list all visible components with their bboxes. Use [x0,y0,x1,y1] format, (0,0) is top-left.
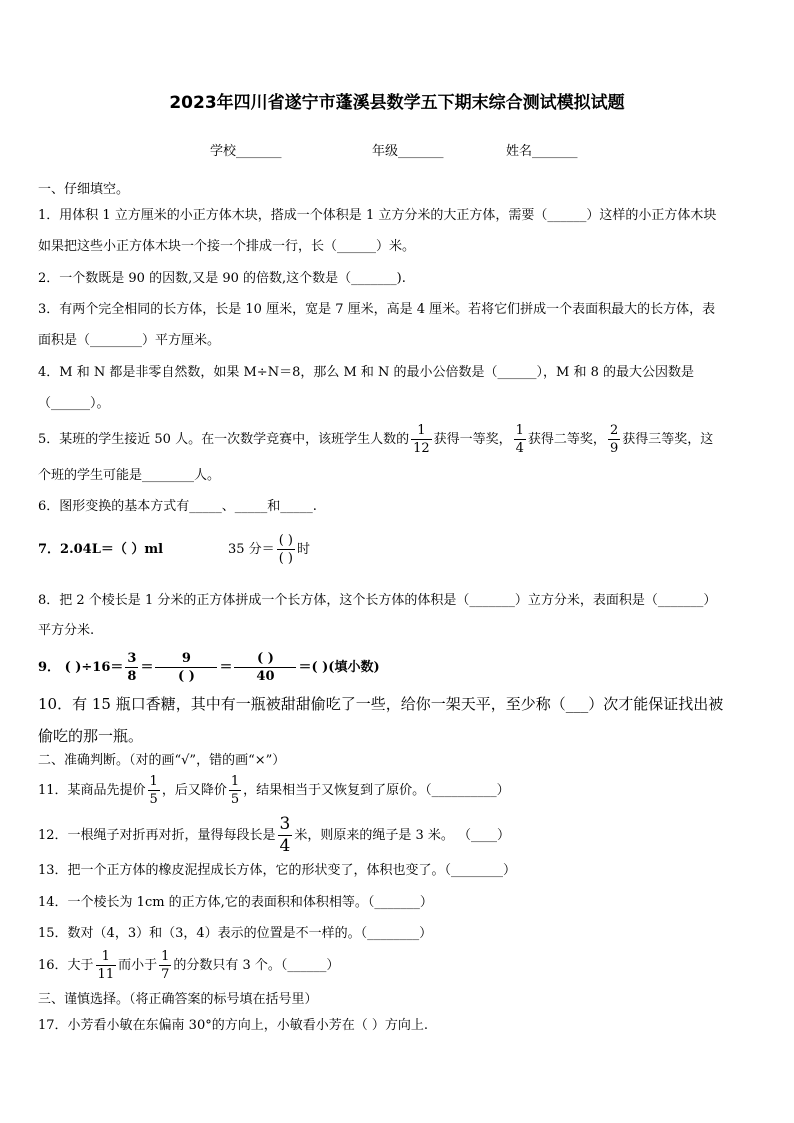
question-1-line-2: 如果把这些小正方体木块一个接一个排成一行，长（______）米。 [38,239,416,254]
section-heading-fill-in: 一、仔细填空。 [38,182,130,197]
q16-text-a: 16．大于 [38,957,94,973]
q5-f2-num: 1 [515,423,524,438]
question-4-line-2: （______）。 [38,396,110,411]
section-heading-judgement: 二、准确判断。（对的画“√”，错的画“×”） [38,753,286,768]
question-8-line-2: 平方分米. [38,623,95,638]
q11-fraction-2 [229,775,241,806]
school-field: 学校_______ [210,144,282,159]
q9-eq-1: ＝ [140,659,154,675]
q11-text-c: ，结果相当于又恢复到了原价。（__________） [243,782,510,798]
q12-fraction [278,816,293,855]
question-10-line-1: 10．有 15 瓶口香糖，其中有一瓶被甜甜偷吃了一些，给你一架天平，至少称（___）次才能保证找出被 [38,695,724,713]
q16-fraction-1 [96,950,117,981]
question-5-line-1 [38,424,713,455]
q12-text-a: 12．一根绳子对折再对折，量得每段长是 [38,827,276,843]
q9-f3-den: 40 [256,669,275,684]
q9-f2-den: ( ) [178,669,195,684]
question-5-line-2: 个班的学生可能是________人。 [38,468,221,483]
q9-text-b: ＝( )(填小数) [298,659,380,675]
question-1-line-1: 1．用体积 1 立方厘米的小正方体木块，搭成一个体积是 1 立方分米的大正方体，需要（______）这样的小正方体木块 [38,208,717,223]
section-heading-choice: 三、谨慎选择。（将正确答案的标号填在括号里） [38,992,318,1007]
question-14: 14．一个棱长为 1cm 的正方体,它的表面积和体积相等。（_______） [38,895,433,910]
q9-fraction-3 [234,652,296,683]
q7-fraction [277,534,295,565]
q5-f3-num: 2 [609,423,619,438]
q7-frac-num: ( ) [278,533,293,548]
q11-text-b: ，后又降价 [161,782,227,798]
question-12 [38,816,510,855]
q9-text-a: 9． ( )÷16＝ [38,659,124,675]
q9-f1-den: 8 [127,669,137,684]
q7-text-c: 时 [296,541,310,557]
q16-f1-num: 1 [96,950,117,966]
q16-fraction-2 [159,950,171,981]
q7-text-a: 7．2.04L＝（ ）ml [38,541,164,557]
q5-fraction-3 [608,424,620,455]
q5-f1-num: 1 [411,424,432,440]
q5-text-b: 获得一等奖， [433,431,512,447]
question-3-line-2: 面积是（________）平方厘米。 [38,333,221,348]
question-7 [38,534,310,565]
q16-text-b: 而小于 [118,957,158,973]
q9-eq-2: ＝ [219,659,233,675]
q11-f1-num: 1 [149,774,158,789]
q9-f1-num: 3 [127,651,137,666]
q16-f1-den: 11 [97,967,115,982]
q16-f2-den: 7 [161,967,170,982]
question-11 [38,775,510,806]
q12-frac-num: 3 [279,814,291,834]
q5-text-a: 5．某班的学生接近 50 人。在一次数学竞赛中，该班学生人数的 [38,431,410,447]
q11-text-a: 11．某商品先提价 [38,782,146,798]
question-6: 6．图形变换的基本方式有_____、_____和_____. [38,499,317,514]
q9-f3-num: ( ) [234,652,296,668]
q16-f2-num: 1 [161,949,170,964]
q5-text-d: 获得三等奖，这 [622,431,714,447]
q11-f2-num: 1 [230,774,240,789]
q16-text-c: 的分数只有 3 个。（______） [173,957,340,973]
question-4-line-1: 4．M 和 N 都是非零自然数，如果 M÷N＝8，那么 M 和 N 的最小公倍数是（______），M 和 8 的最大公因数是 [38,365,695,380]
q9-f2-num: 9 [155,652,217,668]
q11-fraction-1 [148,775,160,806]
q5-f1-den: 12 [413,441,430,456]
question-13: 13．把一个正方体的橡皮泥捏成长方体，它的形状变了，体积也变了。（________） [38,863,517,878]
q5-f2-den: 4 [515,441,524,456]
question-8-line-1: 8．把 2 个棱长是 1 分米的正方体拼成一个长方体，这个长方体的体积是（_______）立方分米，表面积是（_______） [38,593,717,608]
name-field: 姓名_______ [506,144,578,159]
question-17: 17．小芳看小敏在东偏南 30°的方向上，小敏看小芳在（ ）方向上. [38,1018,428,1033]
page-title: 2023年四川省遂宁市蓬溪县数学五下期末综合测试模拟试题 [169,93,625,113]
grade-field: 年级_______ [372,144,444,159]
q12-frac-den: 4 [279,836,291,856]
q5-fraction-1 [411,424,432,455]
q5-f3-den: 9 [609,441,619,456]
q11-f2-den: 5 [230,792,240,807]
question-15: 15．数对（4，3）和（3，4）表示的位置是不一样的。（________） [38,926,433,941]
q7-frac-den: ( ) [278,551,293,566]
q9-fraction-1 [125,652,138,683]
q11-f1-den: 5 [149,792,158,807]
q9-fraction-2 [155,652,217,683]
question-10-line-2: 偷吃的那一瓶。 [38,727,144,745]
question-2: 2．一个数既是 90 的因数,又是 90 的倍数,这个数是（_______). [38,271,406,286]
question-3-line-1: 3．有两个完全相同的长方体，长是 10 厘米，宽是 7 厘米，高是 4 厘米。若将它们拼成一个表面积最大的长方体，表 [38,302,716,317]
q5-text-c: 获得二等奖， [527,431,606,447]
question-16 [38,950,339,981]
q5-fraction-2 [514,424,526,455]
question-9 [38,652,380,683]
q7-text-b: 35 分＝ [228,541,275,557]
q12-text-b: 米，则原来的绳子是 3 米。 （____） [294,827,511,843]
